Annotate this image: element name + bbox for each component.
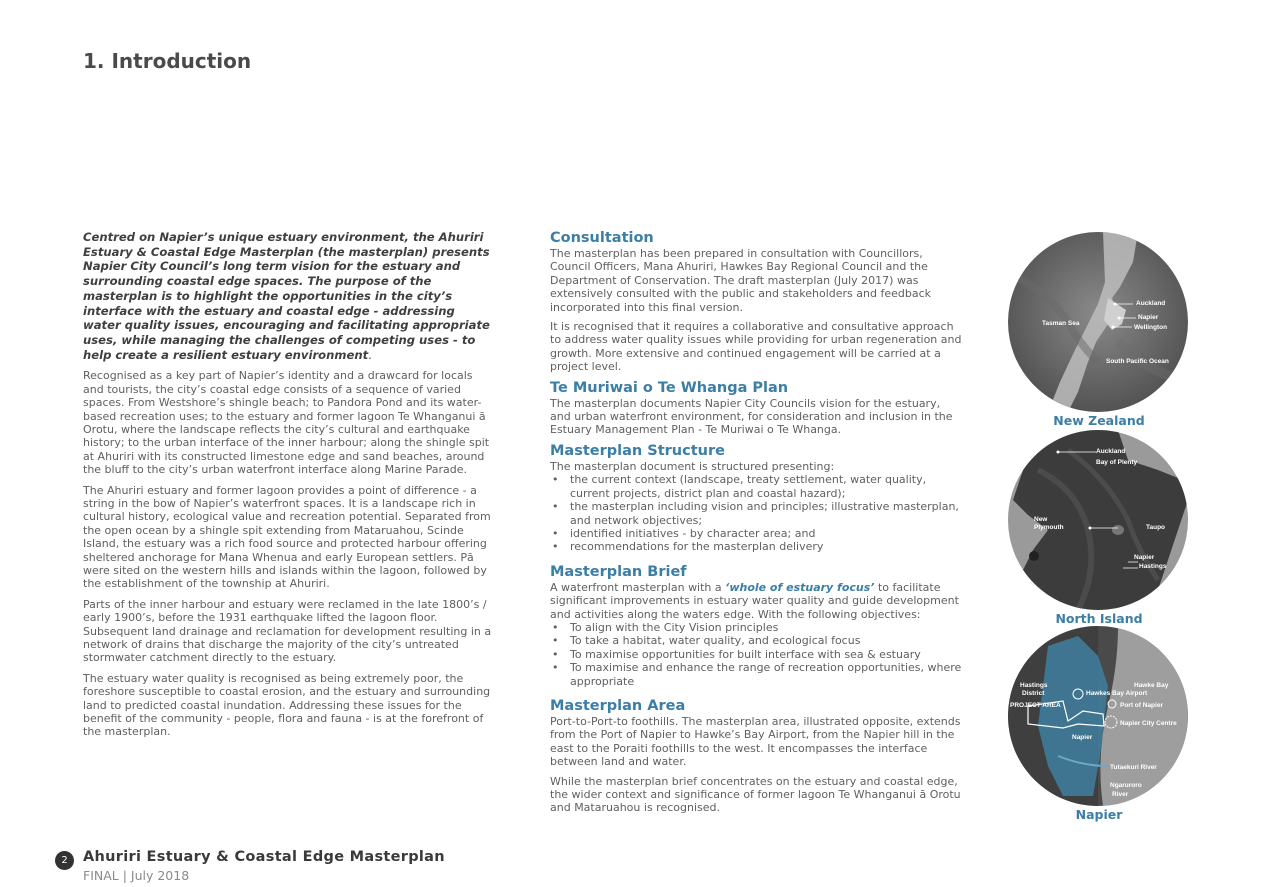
map-label-port-of-napier: Port of Napier — [1120, 702, 1163, 709]
map-label-hastings-district-1: Hastings — [1020, 682, 1048, 689]
brief-intro-before: A waterfront masterplan with a — [550, 580, 726, 594]
map-label-auckland: Auckland — [1136, 300, 1166, 307]
map-label-hawke-bay: Hawke Bay — [1134, 682, 1169, 689]
page-title: 1. Introduction — [83, 49, 252, 73]
intro-paragraph-2: The Ahuriri estuary and former lagoon provides a point of difference - a string in the bow of Napier’s waterfront spaces. It is a landscape rich in cultural history, ecological value and recreation potential. Separated from the open ocean by a shingle spit extending from Mataruahou, Scinde Island, the estuary was a rich food source and protected harbour offering sheltered anchorage for Mana Whenua and early European settlers. Pā were sited on the western hills and islands within the lagoon, followed by the establishment of the township at Ahuriri. — [83, 483, 491, 591]
map-label-tutaekuri-river: Tutaekuri River — [1110, 764, 1157, 771]
list-item: • To maximise opportunities for built interface with sea & estuary — [550, 648, 962, 661]
map-label-ngaruroro-2: River — [1112, 791, 1129, 798]
map-label-ngaruroro-1: Ngaruroro — [1110, 782, 1142, 789]
map-label-airport: Hawkes Bay Airport — [1086, 690, 1148, 697]
map-label-new-plymouth-2: Plymouth — [1034, 524, 1064, 531]
napier-caption: Napier — [1075, 807, 1123, 822]
brief-intro — [550, 581, 962, 621]
map-label-city-centre: Napier City Centre — [1120, 720, 1177, 727]
list-item: • the masterplan including vision and principles; illustrative masterplan, and network objectives; — [550, 500, 962, 527]
north-island-map-block — [1008, 430, 1190, 626]
new-zealand-map — [1008, 232, 1188, 412]
new-zealand-map-block — [1008, 232, 1190, 428]
temuriwai-heading: Te Muriwai o Te Whanga Plan — [550, 379, 789, 396]
intro-lead-paragraph — [83, 230, 495, 362]
map-label-tasman-sea: Tasman Sea — [1042, 320, 1080, 327]
consultation-heading: Consultation — [550, 230, 654, 246]
area-section — [550, 698, 962, 815]
map-label-hastings: Hastings — [1139, 563, 1167, 570]
map-label-wellington: Wellington — [1134, 324, 1168, 331]
north-island-map — [1008, 430, 1188, 610]
structure-section — [550, 443, 962, 554]
napier-map-graphic — [1008, 626, 1188, 806]
footer-title: Ahuriri Estuary & Coastal Edge Masterplan — [83, 849, 445, 865]
footer-subtitle: FINAL | July 2018 — [83, 868, 190, 883]
list-item: • To align with the City Vision principles — [550, 621, 962, 634]
new-zealand-map-graphic — [1008, 232, 1188, 412]
page-number-badge: 2 — [55, 851, 74, 870]
consultation-paragraph-2: It is recognised that it requires a collaborative and consultative approach to address water quality issues while providing for urban regeneration and growth. More extensive and continued engagement will be carried at a project level. — [550, 320, 962, 374]
list-item: • To maximise and enhance the range of recreation opportunities, where appropriate — [550, 661, 962, 688]
brief-intro-emphasis: ‘whole of estuary focus’ — [725, 580, 875, 594]
area-paragraph-1: Port-to-Port-to foothills. The masterplan area, illustrated opposite, extends from the Port of Napier to Hawke’s Bay Airport, from the Napier hill in the east to the Poraiti foothills to the west. It encompasses the interface between land and water. — [550, 714, 961, 769]
map-label-napier: Napier — [1072, 734, 1093, 741]
new-zealand-caption: New Zealand — [1053, 413, 1145, 428]
intro-lead-end: . — [368, 347, 372, 362]
list-item: • identified initiatives - by character area; and — [550, 527, 962, 540]
north-island-caption: North Island — [1055, 611, 1143, 626]
list-item: • the current context (landscape, treaty settlement, water quality, current projects, district plan and coastal hazard); — [550, 473, 962, 500]
map-label-south-pacific: South Pacific Ocean — [1106, 358, 1169, 365]
temuriwai-paragraph: The masterplan documents Napier City Councils vision for the estuary, and urban waterfront environment, for consideration and inclusion in the Estuary Management Plan - Te Muriwai o Te Whanga. — [550, 396, 953, 437]
structure-heading: Masterplan Structure — [550, 442, 725, 459]
brief-section — [550, 564, 962, 688]
map-label-napier: Napier — [1134, 554, 1155, 561]
map-label-taupo: Taupo — [1146, 524, 1166, 531]
napier-map-block — [1008, 626, 1190, 822]
area-paragraph-2: While the masterplan brief concentrates on the estuary and coastal edge, the wider context and significance of former lagoon Te Whanganui ā Orotu and Mataruahou is recognised. — [550, 774, 961, 815]
intro-lead-text: Centred on Napier’s unique estuary environment, the Ahuriri Estuary & Coastal Edge Masterplan (the masterplan) presents Napier City Council’s long term vision for the estuary and surrounding coastal edge spaces. The purpose of the masterplan is to highlight the opportunities in the city’s interface with the estuary and coastal edge - addressing water quality issues, encouraging and facilitating appropriate uses, while managing the challenges of competing uses - to help create a resilient estuary environment — [83, 230, 490, 362]
napier-map — [1008, 626, 1188, 806]
details-column — [550, 230, 962, 821]
map-label-auckland: Auckland — [1096, 448, 1126, 455]
map-label-bay-of-plenty: Bay of Plenty — [1096, 459, 1138, 466]
area-heading: Masterplan Area — [550, 697, 686, 714]
introduction-column — [83, 230, 495, 746]
brief-intro-after: to facilitate significant improvements in estuary water quality and guide development and activities along the waters edge. With the following objectives: — [550, 580, 959, 621]
structure-list — [550, 473, 962, 553]
map-label-hastings-district-2: District — [1022, 690, 1045, 697]
brief-heading: Masterplan Brief — [550, 563, 687, 580]
structure-intro: The masterplan document is structured presenting: — [550, 459, 835, 473]
map-label-project-area: PROJECT AREA — [1010, 702, 1061, 709]
map-label-new-plymouth-1: New — [1034, 516, 1048, 523]
list-item: • recommendations for the masterplan delivery — [550, 540, 962, 553]
consultation-paragraph-1: The masterplan has been prepared in consultation with Councillors, Council Officers, Mana Ahuriri, Hawkes Bay Regional Council and the Department of Conservation. The draft masterplan (July 2017) was extensively consulted with the public and stakeholders and feedback incorporated into this final version. — [550, 247, 932, 314]
intro-paragraph-1: Recognised as a key part of Napier’s identity and a drawcard for locals and tourists, the city’s coastal edge consists of a sequence of varied spaces. From Westshore’s shingle beach; to Pandora Pond and its water-based recreation uses; to the estuary and former lagoon Te Whanganui ā Orotu, where the landscape reflects the city’s cultural and earthquake history; to the urban interface of the inner harbour; along the shingle spit at Ahuriri with its constructed limestone edge and sand beaches, around the bluff to the city’s urban waterfront interface along Marine Parade. — [83, 369, 490, 477]
list-item: • To take a habitat, water quality, and ecological focus — [550, 634, 962, 647]
intro-paragraph-3: Parts of the inner harbour and estuary were reclamed in the late 1800’s / early 1900’s, before the 1931 earthquake lifted the lagoon floor. Subsequent land drainage and reclamation for development resulting in a network of drains that discharge the majority of the city’s untreated stormwater catchment directly to the estuary. — [83, 597, 492, 665]
consultation-section — [550, 230, 962, 374]
intro-paragraph-4: The estuary water quality is recognised as being extremely poor, the foreshore susceptible to coastal erosion, and the estuary and surrounding land to predicted coastal inundation. Addressing these issues for the benefit of the community - people, flora and fauna - is at the forefront of the masterplan. — [83, 671, 491, 739]
brief-list — [550, 621, 962, 688]
temuriwai-section — [550, 380, 962, 437]
map-label-napier: Napier — [1138, 314, 1159, 321]
